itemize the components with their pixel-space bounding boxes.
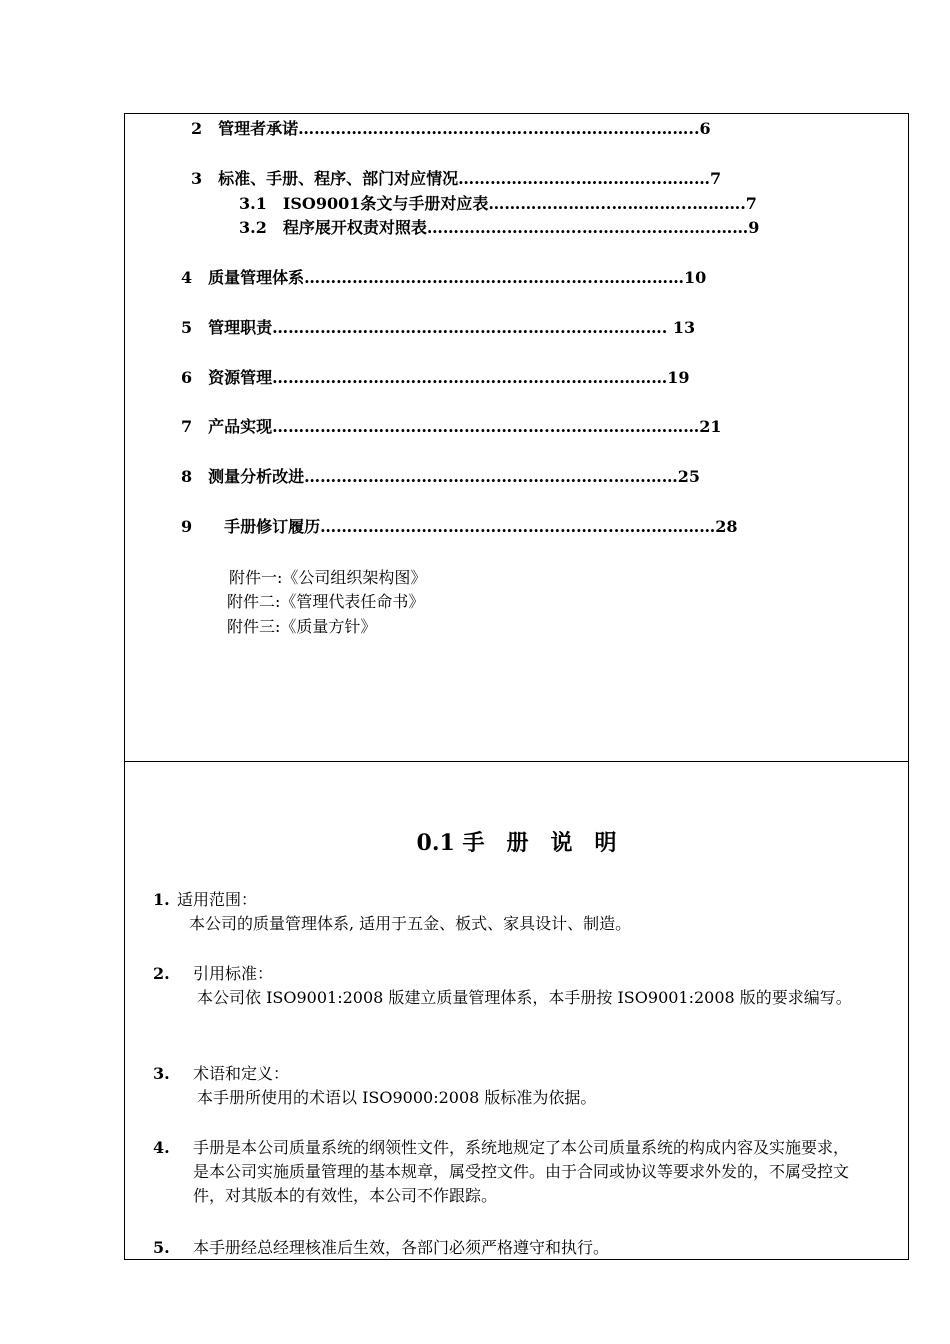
- toc-entry-6: 6 资源管理……………………………………………..…………………19: [181, 368, 690, 387]
- section-4-body: 手册是本公司质量系统的纲领性文件，系统地规定了本公司质量系统的构成内容及实施要求， 是本公司实施质量管理的基本规章，属受控文件。由于合同或协议等要求外发的，不属受控文件，对其版本的有效性，本公司不作跟踪。: [193, 1138, 850, 1205]
- section-1-number: 1.: [153, 890, 170, 909]
- section-2-number: 2.: [153, 964, 170, 983]
- annex-2: 附件二:《管理代表任命书》: [227, 592, 425, 611]
- toc-entry-4: 4 质量管理体系…………………………………………..…...……………10: [181, 268, 707, 287]
- section-2-body: 本公司依 ISO9001:2008 版建立质量管理体系，本手册按 ISO9001:2008 版的要求编写。: [197, 988, 852, 1007]
- section-5-body: 本手册经总经理核准后生效，各部门必须严格遵守和执行。: [193, 1238, 610, 1257]
- section-1: [153, 888, 873, 936]
- section-5-number: 5.: [153, 1238, 170, 1257]
- annex-3: 附件三:《质量方针》: [227, 617, 377, 636]
- section-3-title: 术语和定义：: [193, 1064, 290, 1083]
- section-3-number: 3.: [153, 1064, 170, 1083]
- section-5: [153, 1236, 863, 1260]
- document-frame: [124, 113, 909, 1260]
- section-4: [153, 1136, 863, 1208]
- toc-entry-3: 3 标准、手册、程序、部门对应情况…………………..…………...………7: [191, 169, 722, 188]
- section-3: [153, 1062, 873, 1110]
- section-1-title: 适用范围：: [177, 890, 258, 909]
- toc-entry-7: 7 产品实现……………………………………………..………………………21: [181, 417, 722, 436]
- toc-entry-8: 8 测量分析改进………………………………………………….…………25: [181, 467, 700, 486]
- manual-heading: 0.1 手 册 说 明: [416, 830, 617, 856]
- section-4-number: 4.: [153, 1138, 170, 1157]
- section-3-body: 本手册所使用的术语以 ISO9000:2008 版标准为依据。: [197, 1088, 597, 1107]
- section-2: [153, 962, 873, 1010]
- section-divider: [125, 761, 908, 762]
- annex-1: 附件一:《公司组织架构图》: [229, 568, 427, 587]
- toc-entry-9: 9 手册修订履历………………………………………………..………………28: [181, 517, 738, 536]
- section-1-body: 本公司的质量管理体系, 适用于五金、板式、家具设计、制造。: [189, 914, 632, 933]
- toc-entry-2: 2 管理者承诺……………………………………..…………………..……..6: [191, 119, 711, 138]
- toc-entry-3-2: 3.2 程序展开权责对照表………………………..………..…………..……9: [239, 218, 760, 237]
- toc-entry-3-1: 3.1 ISO9001条文与手册对应表…………………..…………...……….7: [239, 194, 757, 213]
- toc-entry-5: 5 管理职责……………………………………………….………………. 13: [181, 318, 696, 337]
- section-2-title: 引用标准：: [193, 964, 274, 983]
